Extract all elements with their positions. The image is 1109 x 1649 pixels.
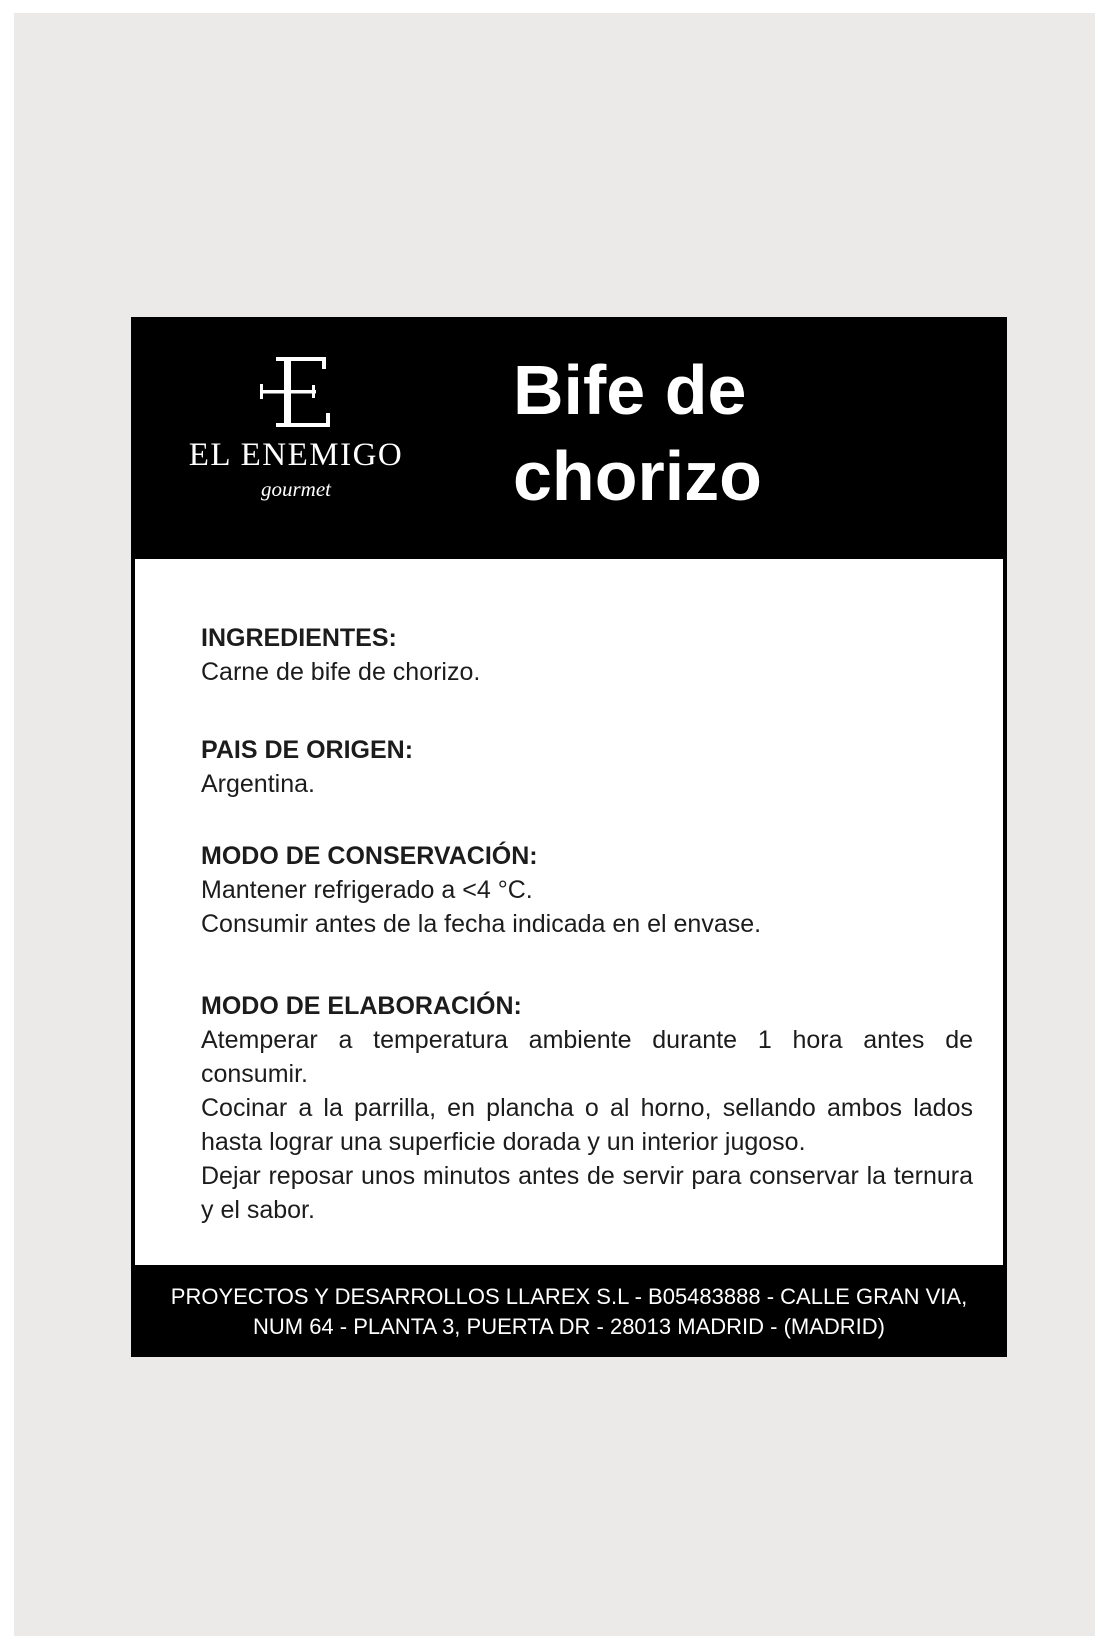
ingredients-heading: INGREDIENTES:	[201, 624, 397, 652]
origin-text: Argentina.	[201, 770, 315, 798]
brand-tagline: gourmet	[261, 477, 331, 501]
storage-text-line: Mantener refrigerado a <4 °C.	[201, 876, 533, 904]
product-label	[131, 317, 1007, 1357]
preparation-section	[201, 989, 973, 1227]
company-details: PROYECTOS Y DESARROLLOS LLAREX S.L - B05483888 - CALLE GRAN VIA, NUM 64 - PLANTA 3, PUERTA DR - 28013 MADRID - (MADRID)	[170, 1284, 968, 1339]
page-backdrop	[14, 13, 1095, 1636]
brand-monogram-icon	[256, 353, 336, 431]
preparation-heading: MODO DE ELABORACIÓN:	[201, 992, 522, 1020]
origin-section	[201, 733, 973, 801]
brand-name: EL ENEMIGO	[188, 437, 404, 473]
label-body	[135, 559, 1003, 1265]
storage-section	[201, 839, 973, 941]
storage-heading: MODO DE CONSERVACIÓN:	[201, 842, 538, 870]
label-footer	[131, 1267, 1007, 1357]
ingredients-section	[201, 621, 973, 689]
product-title: Bife de chorizo	[513, 351, 762, 515]
label-header	[131, 317, 1007, 558]
label-content	[201, 621, 973, 1227]
preparation-text-paragraph: Dejar reposar unos minutos antes de servir para conservar la ternura y el sabor.	[201, 1162, 973, 1224]
brand-logo	[176, 353, 416, 503]
origin-heading: PAIS DE ORIGEN:	[201, 736, 414, 764]
ingredients-text: Carne de bife de chorizo.	[201, 658, 481, 686]
preparation-text-paragraph: Cocinar a la parrilla, en plancha o al horno, sellando ambos lados hasta lograr una superficie dorada y un interior jugoso.	[201, 1094, 973, 1156]
storage-text-line: Consumir antes de la fecha indicada en el envase.	[201, 910, 762, 938]
preparation-text-paragraph: Atemperar a temperatura ambiente durante 1 hora antes de consumir.	[201, 1026, 973, 1088]
